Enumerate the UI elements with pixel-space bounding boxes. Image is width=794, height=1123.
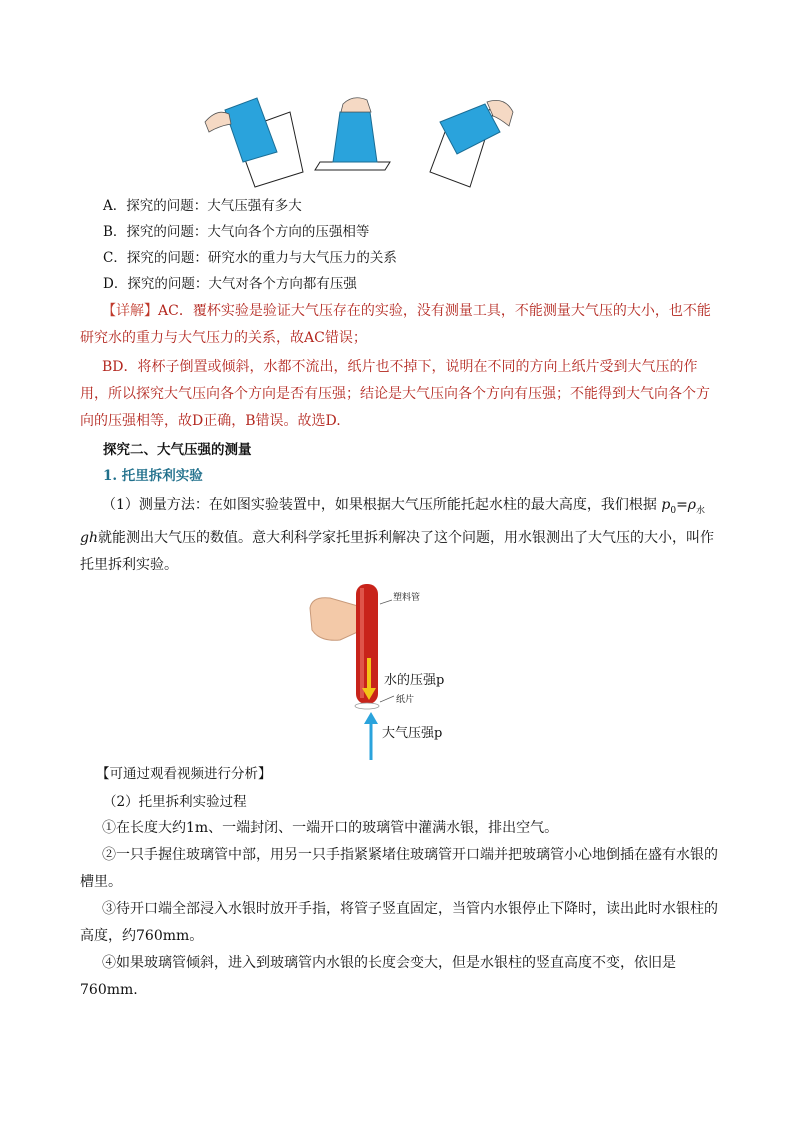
tilted-cup-right [430, 100, 513, 187]
formula-gh: gh [80, 529, 98, 546]
process-step-3: ③待开口端全部浸入水银时放开手指，将管子竖直固定，当管内水银停止下降时，读出此时水银柱的高度，约760mm。 [80, 901, 718, 944]
process-step-2: ②一只手握住玻璃管中部，用另一只手指紧紧堵住玻璃管开口端并把玻璃管小心地倒插在盛有水银的槽里。 [80, 847, 718, 890]
process-title: （2）托里拆利实验过程 [103, 794, 247, 810]
subsection-torricelli: 1. 托里拆利实验 [103, 468, 203, 484]
cup-experiment-figure [195, 92, 535, 192]
detail-paragraph-2: BD．将杯子倒置或倾斜，水都不流出，纸片也不掉下，说明在不同的方向上纸片受到大气压的作用，所以探究大气压向各个方向是否有压强；结论是大气压向各个方向有压强；不能得到大气向各个方向的压强相等，故D正确，B错误。故选D. [80, 359, 710, 429]
detail-tag: 【详解】 [102, 303, 158, 319]
process-step-4: ④如果玻璃管倾斜，进入到玻璃管内水银的长度会变大，但是水银柱的竖直高度不变，依旧是760mm. [80, 955, 676, 998]
inverted-cup-middle [315, 98, 390, 170]
process-step-1: ①在长度大约1m、一端封闭、一端开口的玻璃管中灌满水银，排出空气。 [102, 820, 559, 836]
option-d: D．探究的问题：大气对各个方向都有压强 [103, 276, 357, 292]
label-air-pressure: 大气压强p [382, 726, 443, 741]
tilted-cup-left [205, 98, 303, 187]
detail-paragraph-1 [80, 298, 720, 352]
method-suffix: 就能测出大气压的数值。意大利科学家托里拆利解决了这个问题，用水银测出了大气压的大小，叫作托里拆利实验。 [80, 529, 714, 573]
label-plastic-tube: 塑料管 [393, 593, 421, 603]
option-a: A．探究的问题：大气压强有多大 [103, 198, 302, 214]
tube-experiment-figure [300, 578, 470, 760]
formula-p-sub: 0 [670, 505, 677, 516]
video-note: 【可通过观看视频进行分析】 [96, 766, 272, 782]
option-c: C．探究的问题：研究水的重力与大气压力的关系 [103, 250, 397, 266]
formula-rho-sub: 水 [696, 505, 706, 516]
label-water-pressure: 水的压强p [384, 673, 445, 688]
method-prefix: （1）测量方法：在如图实验装置中，如果根据大气压所能托起水柱的最大高度，我们根据 [102, 497, 657, 513]
option-b: B．探究的问题：大气向各个方向的压强相等 [103, 224, 370, 240]
label-paper: 纸片 [396, 695, 415, 705]
method-paragraph [80, 492, 720, 579]
formula-eq: =ρ [676, 497, 697, 513]
section-heading: 探究二、大气压强的测量 [103, 442, 252, 458]
detail-text-1: AC．覆杯实验是验证大气压存在的实验，没有测量工具，不能测量大气压的大小，也不能研究水的重力与大气压力的关系，故AC错误； [80, 303, 711, 346]
formula-p: p [661, 497, 671, 513]
